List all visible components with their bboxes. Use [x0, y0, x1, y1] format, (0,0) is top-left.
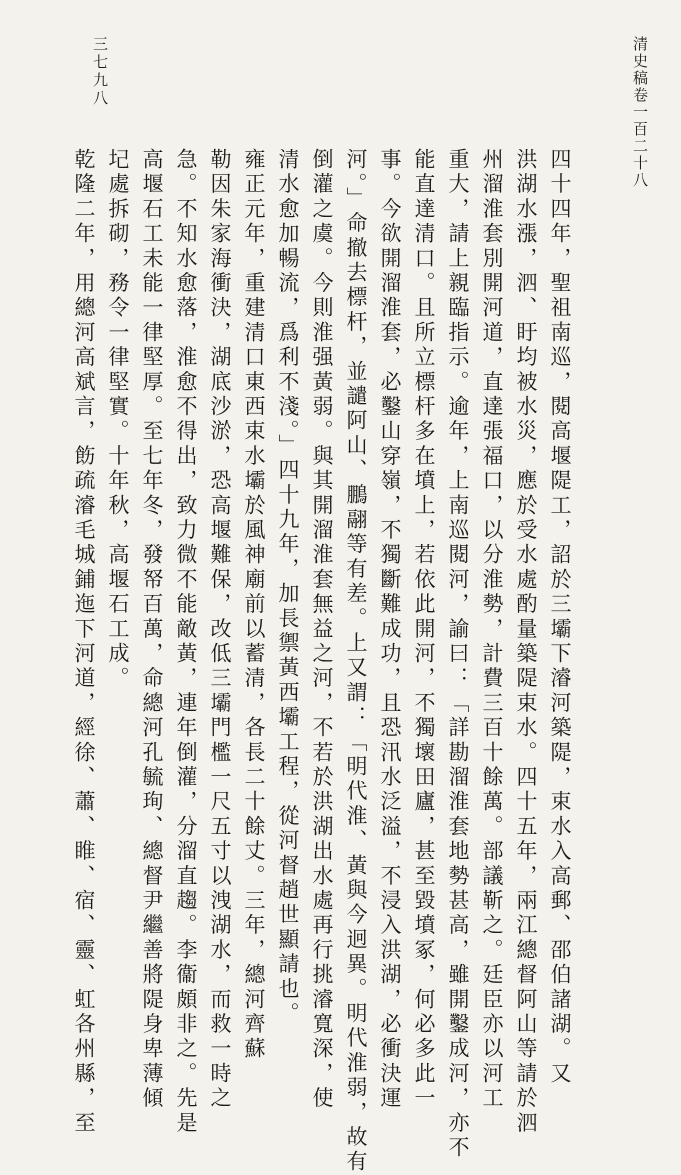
text-column: 河。」命撤去標杆，並譴阿山、鵬翮等有差。上又謂：「明代淮、黃與今迥異。明代淮弱，故有: [344, 148, 368, 1175]
text-column: 事。今欲開溜淮套，必鑿山穿嶺，不獨斷難成功，且恐汛水泛溢，不浸入洪湖，必衝決運: [378, 148, 402, 1112]
text-column: 州溜淮套別開河道，直達張福口，以分淮勢，計費三百十餘萬。部議靳之。廷臣亦以河工: [480, 148, 504, 1112]
body-text: [72, 148, 577, 1175]
text-column: 急。不知水愈落，淮愈不得出，致力微不能敵黃，連年倒灌，分溜直趨。李衞頗非之。先是: [174, 148, 198, 1136]
text-column: 勒因朱家海衝決，湖底沙淤，恐高堰難保，改低三壩門檻一尺五寸以洩湖水，而救一時之: [208, 148, 232, 1112]
text-column: 洪湖水漲，泗、盱均被水災，應於受水處酌量築隄束水。四十五年，兩江總督阿山等請於泗: [514, 148, 538, 1136]
text-column: 清水愈加暢流，爲利不淺。」四十九年，加長禦黃西壩工程，從河督趙世顯請也。: [276, 148, 300, 1027]
text-column: 倒灌之虞。今則淮强黃弱。與其開溜淮套無益之河，不若於洪湖出水處再行挑濬寬深，使: [310, 148, 334, 1112]
running-header-title: 清史稿卷一百二十八: [631, 36, 649, 189]
text-column: 能直達清口。且所立標杆多在墳上，若依此開河，不獨壞田廬，甚至毀墳冢，何必多此一: [412, 148, 436, 1112]
text-column: 乾隆二年，用總河高斌言，飭疏濬毛城鋪迤下河道，經徐、蕭、睢、宿、靈、虹各州縣，至: [72, 148, 96, 1136]
text-column: 高堰石工未能一律堅厚。至七年冬，發帑百萬，命總河孔毓珣、總督尹繼善將隄身卑薄傾: [140, 148, 164, 1112]
text-column: 重大，請上親臨指示。逾年，上南巡閱河，諭曰：「詳勘溜淮套地勢甚高，雖開鑿成河，亦不: [446, 148, 470, 1161]
text-column: 雍正元年，重建清口東西束水壩於風神廟前以蓄清，各長二十餘丈。三年，總河齊蘇: [242, 148, 266, 1062]
text-column: 圮處拆砌，務令一律堅實。十年秋，高堰石工成。: [106, 148, 130, 692]
text-column: 四十四年，聖祖南巡，閱高堰隄工，詔於三壩下濬河築隄，束水入高郵、邵伯諸湖。又: [548, 148, 572, 1087]
page-number: 三七九八: [91, 36, 109, 108]
